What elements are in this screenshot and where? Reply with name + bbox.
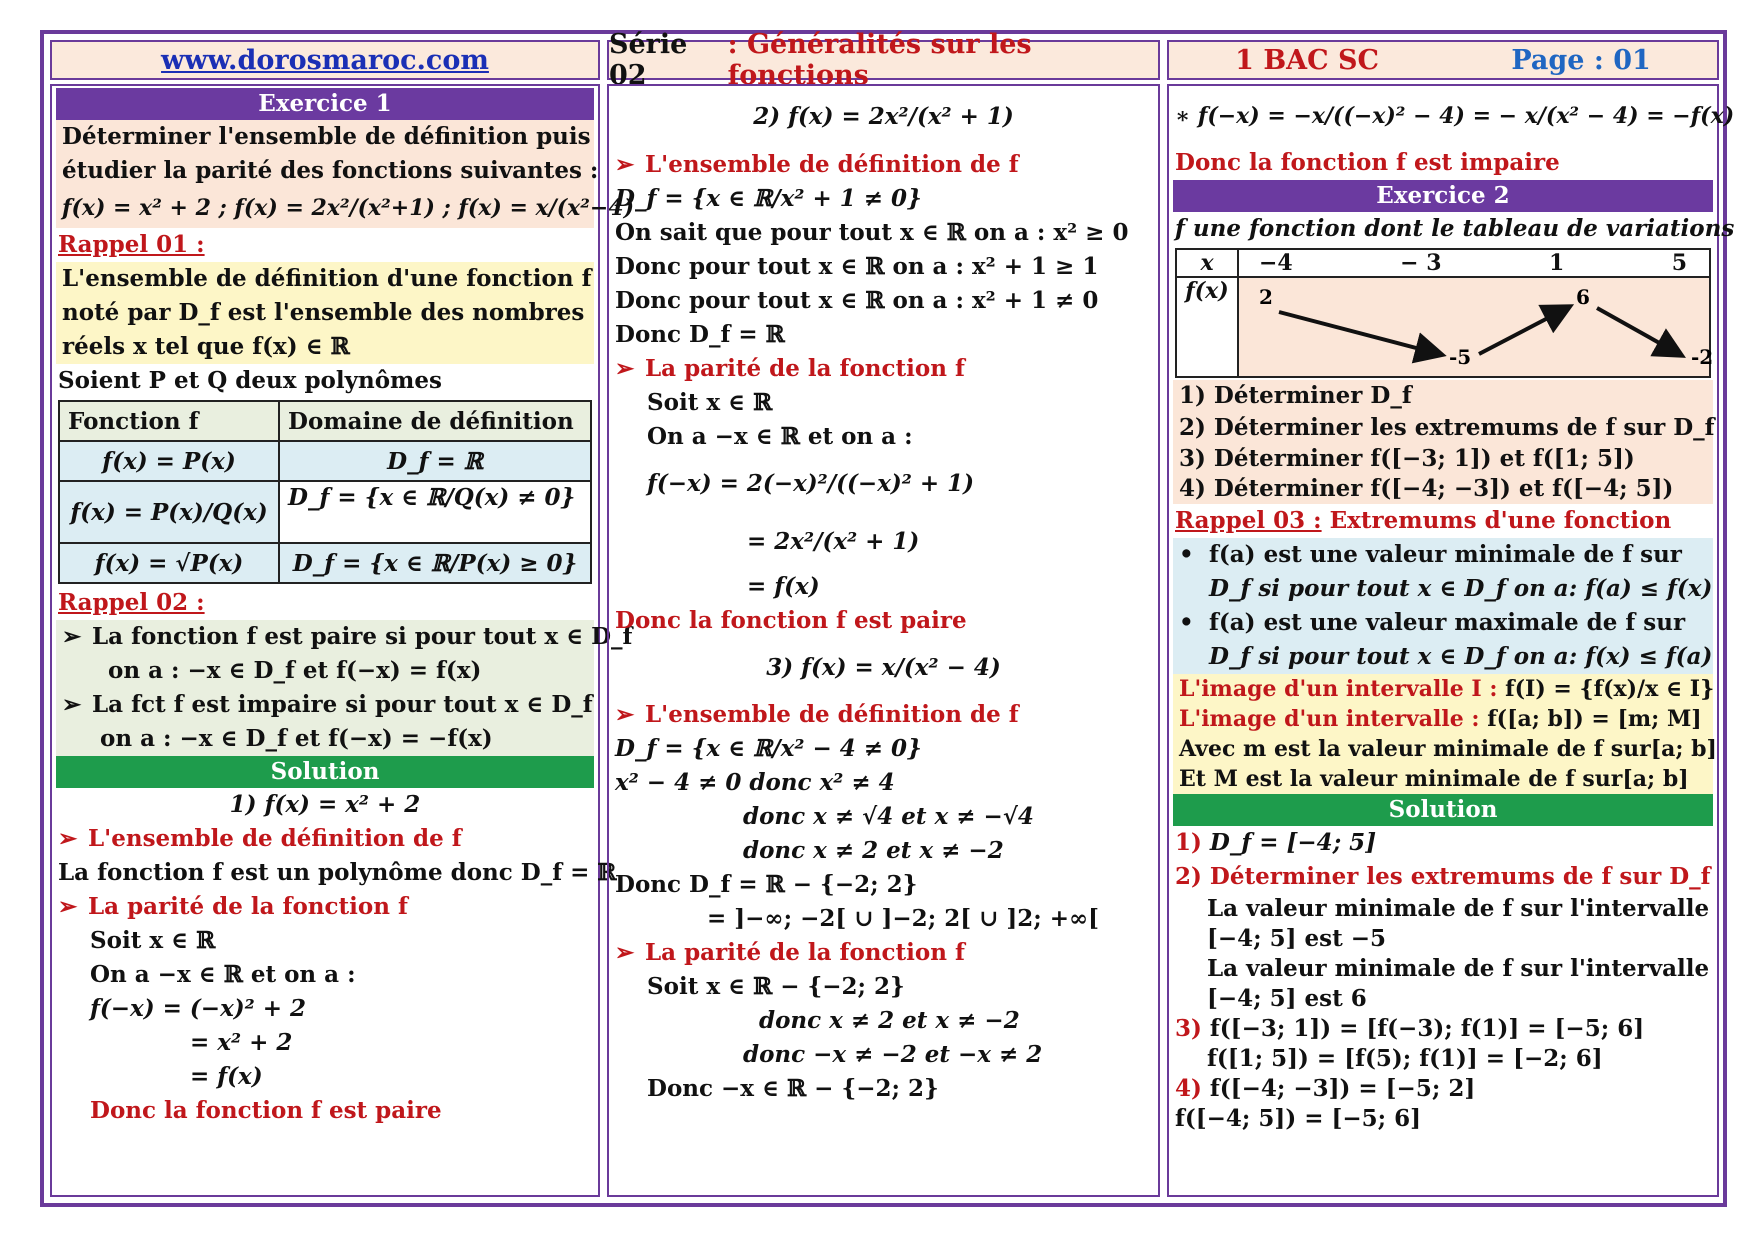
serie-title: : Généralités sur les fonctions bbox=[727, 29, 1032, 91]
header-serie bbox=[607, 29, 1160, 91]
variation-arrows bbox=[1239, 278, 1714, 370]
solution-heading: Déterminer les extremums de f sur D_f bbox=[1209, 863, 1711, 890]
solution-line: Donc pour tout x ∈ ℝ on a : x² + 1 ≠ 0 bbox=[615, 287, 1099, 314]
solution-line: Donc D_f = ℝ bbox=[615, 321, 785, 348]
definition-heading: L'ensemble de définition de f bbox=[645, 151, 1019, 178]
rappel-1-title: Rappel 01 : bbox=[58, 231, 205, 258]
image-label: L'image d'un intervalle : bbox=[1179, 706, 1488, 732]
table-cell: f(x) = √P(x) bbox=[59, 543, 279, 583]
solution-line: Donc D_f = ℝ − {−2; 2} bbox=[615, 871, 918, 898]
variation-table bbox=[1175, 248, 1714, 378]
table-header: Fonction f bbox=[59, 401, 279, 441]
question-2: 2) f(x) = 2x²/(x² + 1) bbox=[753, 103, 1014, 130]
var-value: 2 bbox=[1259, 285, 1273, 309]
solution-line: donc x ≠ 2 et x ≠ −2 bbox=[759, 1007, 1020, 1034]
rappel-2-line: La fonction f est paire si pour tout x ∈ D_f bbox=[92, 623, 633, 650]
solution-line: f([−4; −3]) = [−5; 2] bbox=[1209, 1075, 1476, 1102]
decrease-arrow-icon bbox=[1279, 312, 1439, 354]
rappel-2-line: on a : −x ∈ D_f et f(−x) = −f(x) bbox=[100, 725, 493, 752]
calc-line: = f(x) bbox=[190, 1063, 263, 1090]
image-label: L'image d'un intervalle I : bbox=[1179, 676, 1506, 702]
rappel-3-title: Rappel 03 : bbox=[1175, 507, 1322, 534]
domain-table bbox=[58, 400, 592, 584]
arrow-bullet-icon: ➢ bbox=[62, 691, 82, 718]
var-x-value: 5 bbox=[1671, 250, 1687, 276]
ex1-line: Déterminer l'ensemble de définition puis bbox=[62, 123, 591, 150]
arrow-bullet-icon: ➢ bbox=[58, 825, 78, 852]
question-line: 1) Déterminer D_f bbox=[1179, 382, 1412, 409]
solution-line: Donc −x ∈ ℝ − {−2; 2} bbox=[647, 1075, 939, 1102]
calc-line: = x² + 2 bbox=[190, 1029, 293, 1056]
calc-line: = f(x) bbox=[747, 573, 820, 600]
solution-line: Soit x ∈ ℝ − {−2; 2} bbox=[647, 973, 905, 1000]
rappel-3-box bbox=[1173, 538, 1713, 674]
exercise-2-intro: f une fonction dont le tableau de variations bbox=[1175, 215, 1735, 242]
exercise-1-title: Exercice 1 bbox=[56, 88, 594, 120]
arrow-bullet-icon: ➢ bbox=[615, 939, 635, 966]
solution-line: On sait que pour tout x ∈ ℝ on a : x² ≥ 0 bbox=[615, 219, 1129, 246]
page-number: Page : 01 bbox=[1511, 44, 1651, 76]
rappel-3-line: f(a) est une valeur maximale de f sur bbox=[1209, 609, 1686, 636]
ex1-functions: f(x) = x² + 2 ; f(x) = 2x²/(x²+1) ; f(x) = x/(x²−4) bbox=[62, 195, 635, 221]
solution-line: La valeur minimale de f sur l'intervalle bbox=[1207, 955, 1710, 982]
table-cell: f(x) = P(x)/Q(x) bbox=[59, 481, 279, 543]
rappel-2-line: La fct f est impaire si pour tout x ∈ D_f bbox=[92, 691, 593, 718]
question-1: 1) f(x) = x² + 2 bbox=[229, 791, 421, 818]
exercise-2-title: Exercice 2 bbox=[1173, 180, 1713, 212]
calc-line: f(−x) = 2(−x)²/((−x)² + 1) bbox=[647, 470, 975, 497]
solution-line: = ]−∞; −2[ ∪ ]−2; 2[ ∪ ]2; +∞[ bbox=[707, 905, 1100, 932]
question-line: 4) Déterminer f([−4; −3]) et f([−4; 5]) bbox=[1179, 475, 1674, 502]
var-x-value: − 3 bbox=[1400, 250, 1442, 276]
solution-line: On a −x ∈ ℝ et on a : bbox=[90, 961, 356, 988]
exercise-2-questions bbox=[1173, 380, 1713, 504]
arrow-bullet-icon: ➢ bbox=[58, 893, 78, 920]
solution-line: x² − 4 ≠ 0 donc x² ≠ 4 bbox=[615, 769, 895, 796]
solution-line: D_f = {x ∈ ℝ/x² − 4 ≠ 0} bbox=[615, 735, 922, 762]
page-frame bbox=[40, 29, 1735, 1207]
question-line: 2) Déterminer les extremums de f sur D_f bbox=[1179, 414, 1715, 441]
rappel-2-title: Rappel 02 : bbox=[58, 589, 205, 616]
var-x-value: 1 bbox=[1548, 250, 1565, 276]
column-2 bbox=[607, 84, 1160, 1197]
var-fx-label: f(x) bbox=[1176, 277, 1238, 377]
level-label: 1 BAC SC bbox=[1235, 44, 1379, 76]
rappel-3-line: D_f si pour tout x ∈ D_f on a: f(x) ≤ f(a) bbox=[1209, 643, 1713, 670]
var-value: -5 bbox=[1449, 345, 1472, 369]
table-cell: f(x) = P(x) bbox=[59, 441, 279, 481]
image-interval-box bbox=[1173, 674, 1717, 794]
solution-2-title: Solution bbox=[1173, 794, 1713, 826]
solution-1-title: Solution bbox=[56, 756, 594, 788]
solution-line: f([1; 5]) = [f(5); f(1)] = [−2; 6] bbox=[1207, 1045, 1603, 1072]
rappel-1-line: L'ensemble de définition d'une fonction f bbox=[62, 265, 592, 292]
table-cell: D_f = {x ∈ ℝ/Q(x) ≠ 0} bbox=[279, 481, 591, 543]
increase-arrow-icon bbox=[1479, 308, 1567, 354]
var-value: -2 bbox=[1691, 345, 1714, 369]
calc-line: = 2x²/(x² + 1) bbox=[747, 528, 920, 555]
image-value: f(I) = {f(x)/x ∈ I} bbox=[1505, 676, 1715, 702]
solution-line: La valeur minimale de f sur l'intervalle bbox=[1207, 895, 1710, 922]
parity-heading: La parité de la fonction f bbox=[645, 355, 965, 382]
conclusion-line: Donc la fonction f est paire bbox=[90, 1097, 442, 1124]
question-line: 3) Déterminer f([−3; 1]) et f([1; 5]) bbox=[1179, 445, 1635, 472]
parity-heading: La parité de la fonction f bbox=[88, 893, 408, 920]
solution-line: Soit x ∈ ℝ bbox=[647, 389, 773, 416]
question-3: 3) f(x) = x/(x² − 4) bbox=[766, 654, 1001, 681]
conclusion-line: Donc la fonction f est impaire bbox=[1175, 149, 1560, 176]
table-cell: D_f = {x ∈ ℝ/P(x) ≥ 0} bbox=[279, 543, 591, 583]
arrow-bullet-icon: ➢ bbox=[62, 623, 82, 650]
solution-line: donc −x ≠ −2 et −x ≠ 2 bbox=[743, 1041, 1043, 1068]
decrease-arrow-icon bbox=[1597, 308, 1679, 354]
definition-text: La fonction f est un polynôme donc D_f = ℝ bbox=[58, 859, 617, 886]
ex1-line: étudier la parité des fonctions suivantes : bbox=[62, 157, 599, 184]
rappel-2-line: on a : −x ∈ D_f et f(−x) = f(x) bbox=[108, 657, 482, 684]
bullet-icon: • bbox=[1179, 609, 1194, 636]
site-link[interactable]: www.dorosmaroc.com bbox=[161, 44, 489, 76]
rappel-2-box bbox=[56, 620, 633, 756]
arrow-bullet-icon: ➢ bbox=[615, 355, 635, 382]
header-level bbox=[1167, 40, 1719, 80]
rappel-3-subtitle: Extremums d'une fonction bbox=[1329, 507, 1672, 534]
header-site bbox=[50, 40, 600, 80]
solution-line: f([−4; 5]) = [−5; 6] bbox=[1175, 1105, 1422, 1132]
parity-calc: ∗ f(−x) = −x/((−x)² − 4) = − x/(x² − 4) = −f(x) bbox=[1175, 103, 1735, 129]
column-1 bbox=[50, 84, 635, 1197]
serie-number: Série 02 bbox=[609, 29, 688, 91]
calc-line: f(−x) = (−x)² + 2 bbox=[90, 995, 307, 1022]
solution-line: [−4; 5] est 6 bbox=[1207, 985, 1367, 1012]
definition-heading: L'ensemble de définition de f bbox=[645, 701, 1019, 728]
column-3: ∗ f(−x) = −x/((−x)² − 4) = − x/(x² − 4) = −f(x) Donc la fonction f est impaire Exercice 2 f une fonction dont le tableau de variations x −4 − 3 1 5 f(x) 2 -5 6 -2 1) Déterminer D_f 2) Déterminer les extremums de f sur D_f 3) Déterminer f([−3; 1]) et f([1; 5]) 4) Déterminer f([−4; −3]) et f([−4; 5]) Rappel 03 : Extremums d'une fonction • f(a) est une valeur minimale de f sur D_f si pour tout x ∈ D_f on a: f(a) ≤ f(x) • f(a) est une valeur maximale de f sur D_f si pour tout x ∈ D_f on a: f(x) ≤ f(a) L'image d'un intervalle I : f(I) = {f(x)/x ∈ I} L'image d'un intervalle : f([a; b]) = [m; M] Avec m est la valeur minimale de f sur[a; b] Et M est la valeur minimale de f sur[a; b] Solution 1) D_f = [−4; 5] 2) Déterminer les extremums de f sur D_f La valeur minimale de f sur l'intervalle [−4; 5] est −5 La valeur minimale de f sur l'intervalle [−4; 5] est 6 3) f([−3; 1]) = [f(−3); f(1)] = [−5; 6] f([1; 5]) = [f(5); f(1)] = [−2; 6] 4) f([−4; −3]) = [−5; 2] f([−4; 5]) = [−5; 6] bbox=[1167, 84, 1719, 1197]
var-value: 6 bbox=[1576, 285, 1590, 309]
solution-line: D_f = {x ∈ ℝ/x² + 1 ≠ 0} bbox=[615, 185, 922, 212]
image-value: f([a; b]) = [m; M] bbox=[1487, 706, 1702, 732]
rappel-1-line: réels x tel que f(x) ∈ ℝ bbox=[62, 333, 350, 360]
definition-heading: L'ensemble de définition de f bbox=[88, 825, 462, 852]
solution-line: [−4; 5] est −5 bbox=[1207, 925, 1387, 952]
solution-line: Donc pour tout x ∈ ℝ on a : x² + 1 ≥ 1 bbox=[615, 253, 1099, 280]
table-header: Domaine de définition bbox=[279, 401, 591, 441]
arrow-bullet-icon: ➢ bbox=[615, 151, 635, 178]
image-line: Et M est la valeur minimale de f sur[a; b] bbox=[1179, 766, 1689, 792]
soient-line: Soient P et Q deux polynômes bbox=[58, 367, 442, 394]
exercise-1-statement bbox=[56, 120, 635, 228]
arrow-bullet-icon: ➢ bbox=[615, 701, 635, 728]
var-x-value: −4 bbox=[1259, 250, 1293, 276]
rappel-3-line: D_f si pour tout x ∈ D_f on a: f(a) ≤ f(x) bbox=[1209, 575, 1713, 602]
parity-heading: La parité de la fonction f bbox=[645, 939, 965, 966]
solution-line: donc x ≠ 2 et x ≠ −2 bbox=[743, 837, 1004, 864]
solution-line: f([−3; 1]) = [f(−3); f(1)] = [−5; 6] bbox=[1209, 1015, 1645, 1042]
var-x-label: x bbox=[1176, 249, 1238, 277]
rappel-1-line: noté par D_f est l'ensemble des nombres bbox=[62, 299, 585, 326]
image-line: Avec m est la valeur minimale de f sur[a; b] bbox=[1179, 736, 1717, 762]
rappel-1-box bbox=[56, 262, 594, 364]
conclusion-line: Donc la fonction f est paire bbox=[615, 607, 967, 634]
table-cell: D_f = ℝ bbox=[279, 441, 591, 481]
solution-line: donc x ≠ √4 et x ≠ −√4 bbox=[743, 803, 1034, 830]
rappel-3-line: f(a) est une valeur minimale de f sur bbox=[1209, 541, 1682, 568]
solution-line: On a −x ∈ ℝ et on a : bbox=[647, 423, 913, 450]
solution-line: D_f = [−4; 5] bbox=[1209, 829, 1377, 856]
bullet-icon: • bbox=[1179, 541, 1194, 568]
solution-line: Soit x ∈ ℝ bbox=[90, 927, 216, 954]
